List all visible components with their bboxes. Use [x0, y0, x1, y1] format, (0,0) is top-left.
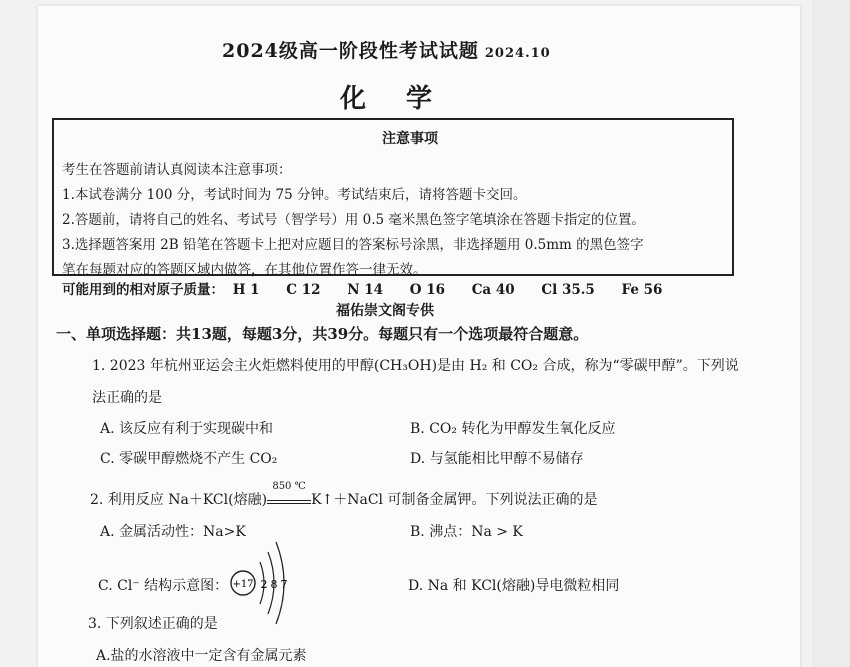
masses-label: 可能用到的相对原子质量：: [62, 282, 224, 298]
viewer-scroll-area[interactable]: [812, 0, 850, 667]
nucleus-label: +17: [232, 579, 254, 590]
notice-item-1: 1.本试卷满分 100 分，考试时间为 75 分钟。考试结束后，请将答题卡交回。: [62, 187, 527, 203]
promo-text: 福佑崇文阁专供: [336, 303, 434, 319]
mass-c: C 12: [286, 282, 321, 298]
shell-2-count: 8: [270, 578, 278, 591]
exam-date: 2024.10: [484, 46, 551, 61]
mass-ca: Ca 40: [471, 282, 515, 298]
mass-o: O 16: [409, 282, 445, 298]
q2-stem-suffix: K↑＋NaCl 可制备金属钾。下列说法正确的是: [311, 492, 598, 508]
mass-fe: Fe 56: [621, 282, 663, 298]
q1-option-c: C. 零碳甲醇燃烧不产生 CO₂: [100, 451, 278, 467]
q1-stem-line1: 1. 2023 年杭州亚运会主火炬燃料使用的甲醇(CH₃OH)是由 H₂ 和 CO₂ 合成，称为“零碳甲醇”。下列说: [92, 358, 739, 374]
shell-1-count: 2: [260, 578, 268, 591]
notice-intro: 考生在答题前请认真阅读本注意事项：: [62, 162, 292, 178]
section-heading: 一、单项选择题：共13题，每题3分，共39分。每题只有一个选项最符合题意。: [56, 325, 589, 343]
mass-cl: Cl 35.5: [541, 282, 595, 298]
q1-option-a: A. 该反应有利于实现碳中和: [100, 421, 274, 437]
q2-stem: [90, 481, 598, 509]
q2-option-a: A. 金属活动性：Na>K: [100, 524, 246, 540]
atomic-masses: [62, 278, 684, 298]
exam-title: 2024级高一阶段性考试试题 2024.10: [222, 40, 551, 62]
shell-3-count: 7: [280, 578, 288, 591]
reaction-arrow: [267, 481, 311, 504]
mass-h: H 1: [232, 282, 260, 298]
notice-title: 注意事项: [382, 131, 438, 147]
q1-option-d: D. 与氢能相比甲醇不易储存: [410, 451, 584, 467]
q3-option-a: A.盐的水溶液中一定含有金属元素: [96, 648, 307, 664]
mass-n: N 14: [347, 282, 384, 298]
subject-heading: 化学: [340, 84, 473, 114]
reaction-condition: 850 ℃: [272, 481, 306, 492]
left-margin: [0, 0, 38, 667]
q1-stem-line2: 法正确的是: [92, 390, 162, 406]
q2-option-b: B. 沸点：Na > K: [410, 524, 523, 540]
q2-option-d: D. Na 和 KCl(熔融)导电微粒相同: [408, 578, 620, 594]
q1-option-b: B. CO₂ 转化为甲醇发生氧化反应: [410, 421, 616, 437]
q2-option-c: C. Cl⁻ 结构示意图：: [98, 578, 229, 594]
notice-item-3: 3.选择题答案用 2B 铅笔在答题卡上把对应题目的答案标号涂黑，非选择题用 0.5mm 的黑色签字: [62, 237, 644, 253]
notice-item-2: 2.答题前，请将自己的姓名、考试号（智学号）用 0.5 毫米黑色签字笔填涂在答题卡指定的位置。: [62, 212, 645, 228]
notice-item-4: 笔在每题对应的答题区域内做答，在其他位置作答一律无效。: [62, 262, 427, 278]
q3-stem: 3. 下列叙述正确的是: [88, 616, 218, 632]
q2-stem-prefix: 2. 利用反应 Na＋KCl(熔融): [90, 492, 268, 508]
